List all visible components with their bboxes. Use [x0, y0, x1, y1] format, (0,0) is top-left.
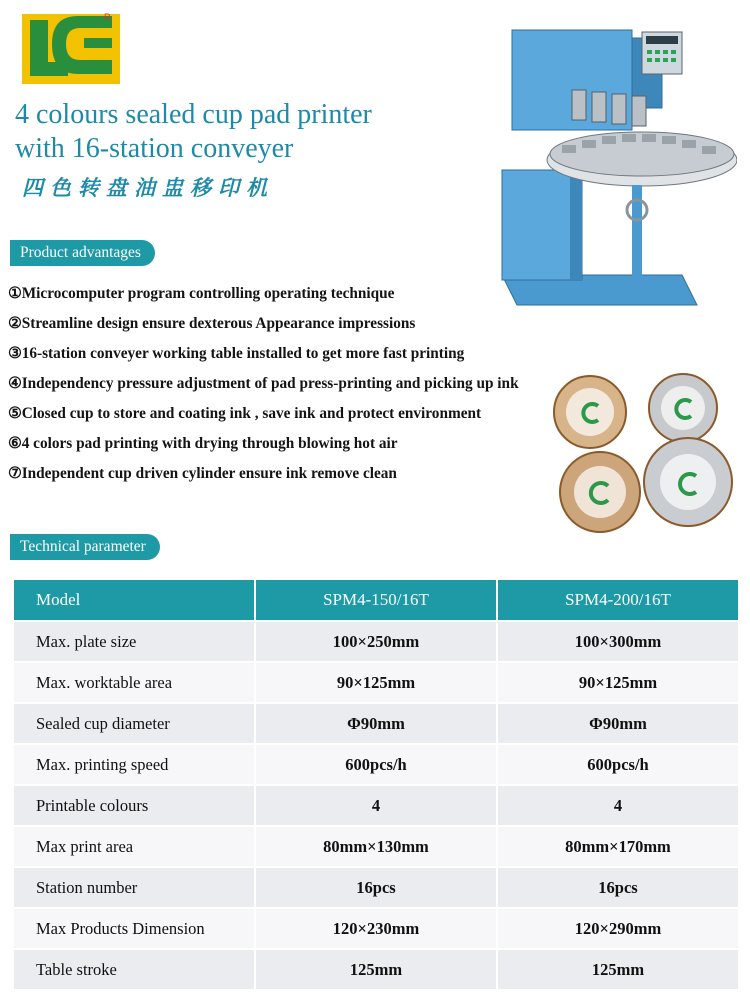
advantage-item-5: ⑤Closed cup to store and coating ink , save ink and protect environment	[8, 405, 482, 422]
cell-value: 120×290mm	[497, 908, 739, 949]
table-row	[13, 867, 739, 908]
row-label: Table stroke	[13, 949, 255, 990]
title-line-2: with 16-station conveyer	[15, 133, 294, 164]
product-advantages-heading: Product advantages	[10, 240, 155, 266]
page-title	[15, 98, 485, 166]
advantage-item-7: ⑦Independent cup driven cylinder ensure ink remove clean	[8, 465, 397, 482]
table-row	[13, 785, 739, 826]
advantage-item-6: ⑥4 colors pad printing with drying through blowing hot air	[8, 435, 398, 452]
cell-value: 90×125mm	[255, 662, 497, 703]
cell-value: 16pcs	[497, 867, 739, 908]
row-label: Max Products Dimension	[13, 908, 255, 949]
technical-parameter-table	[12, 578, 740, 991]
cell-value: 80mm×130mm	[255, 826, 497, 867]
cell-value: Φ90mm	[497, 703, 739, 744]
technical-parameter-heading: Technical parameter	[10, 534, 160, 560]
cell-value: 90×125mm	[497, 662, 739, 703]
table-row	[13, 744, 739, 785]
column-header-spm4-150: SPM4-150/16T	[255, 579, 497, 621]
table-row	[13, 662, 739, 703]
cell-value: 80mm×170mm	[497, 826, 739, 867]
cell-value: 120×230mm	[255, 908, 497, 949]
row-label: Sealed cup diameter	[13, 703, 255, 744]
column-header-spm4-200: SPM4-200/16T	[497, 579, 739, 621]
chinese-title: 四色转盘油盅移印机	[22, 176, 274, 200]
cell-value: 600pcs/h	[497, 744, 739, 785]
cell-value: 125mm	[255, 949, 497, 990]
table-row	[13, 621, 739, 662]
table-row	[13, 908, 739, 949]
table-header-row	[13, 579, 739, 621]
table-row	[13, 826, 739, 867]
row-label: Max. worktable area	[13, 662, 255, 703]
cell-value: 100×250mm	[255, 621, 497, 662]
advantages-list	[8, 282, 588, 492]
advantage-item-1: ①Microcomputer program controlling operating technique	[8, 285, 395, 302]
row-label: Max. printing speed	[13, 744, 255, 785]
row-label: Printable colours	[13, 785, 255, 826]
company-logo	[22, 14, 120, 84]
row-label: Station number	[13, 867, 255, 908]
table-row	[13, 949, 739, 990]
registered-mark: R	[104, 12, 111, 22]
cell-value: 100×300mm	[497, 621, 739, 662]
table-row	[13, 703, 739, 744]
cell-value: 125mm	[497, 949, 739, 990]
pad-printer-machine-image	[482, 20, 737, 320]
advantage-item-2: ②Streamline design ensure dexterous Appearance impressions	[8, 315, 416, 332]
cell-value: 16pcs	[255, 867, 497, 908]
row-label: Max print area	[13, 826, 255, 867]
cell-value: Φ90mm	[255, 703, 497, 744]
row-label: Max. plate size	[13, 621, 255, 662]
cell-value: 4	[497, 785, 739, 826]
title-line-1: 4 colours sealed cup pad printer	[15, 99, 372, 130]
column-header-model: Model	[13, 579, 255, 621]
advantage-item-3: ③16-station conveyer working table installed to get more fast printing	[8, 345, 465, 362]
cell-value: 600pcs/h	[255, 744, 497, 785]
advantage-item-4: ④Independency pressure adjustment of pad press-printing and picking up ink	[8, 375, 519, 392]
cell-value: 4	[255, 785, 497, 826]
